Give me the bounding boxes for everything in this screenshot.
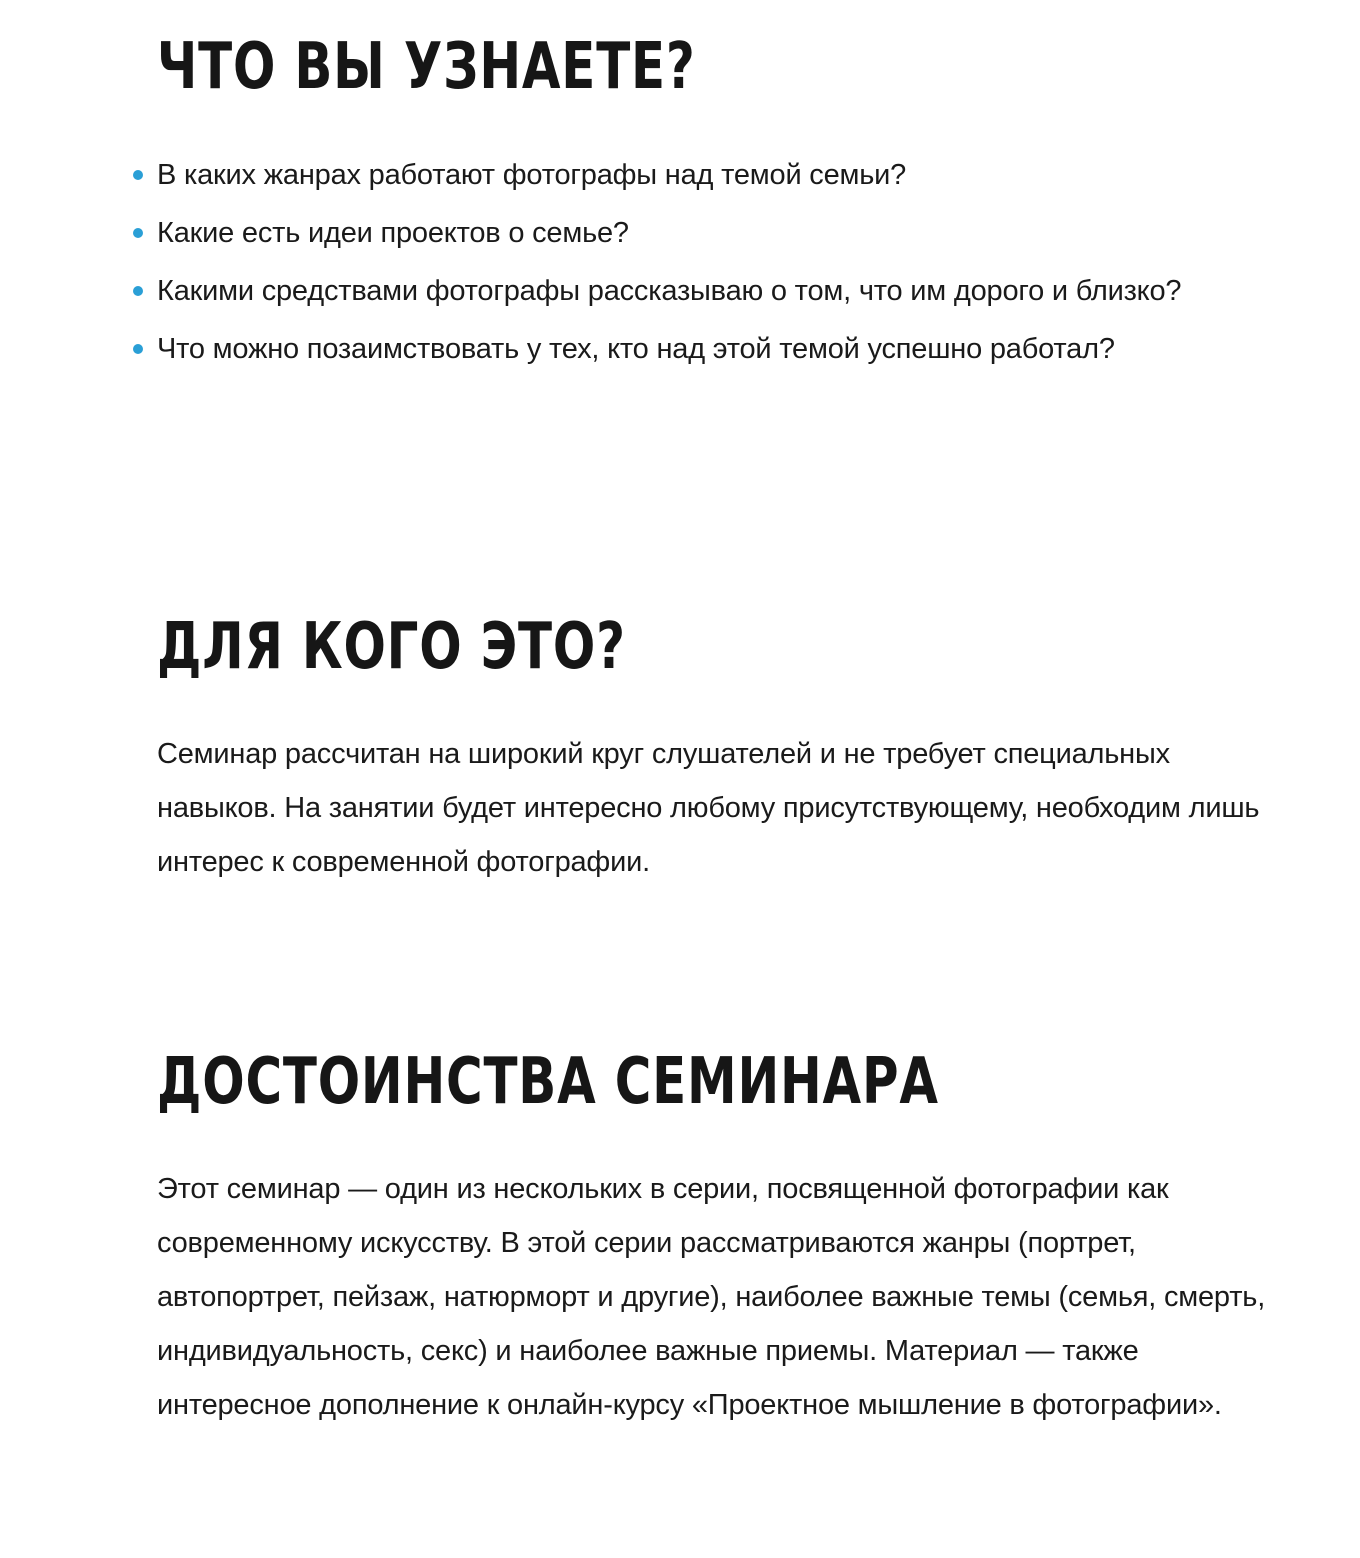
list-item [157,146,1330,204]
paragraph-line: современному искусству. В этой серии рассматриваются жанры (портрет, [157,1227,1136,1259]
paragraph-line: индивидуальность, секс) и наиболее важные приемы. Материал — также [157,1335,1139,1367]
bullet-dot-icon [133,228,143,238]
bullet-dot-icon [133,344,143,354]
paragraph-line: Семинар рассчитан на широкий круг слушателей и не требует специальных [157,738,1170,770]
bullet-dot-icon [133,286,143,296]
audience-paragraph [157,727,1330,889]
learn-heading: ЧТО ВЫ УЗНАЕТЕ? [157,30,696,104]
audience-heading: ДЛЯ КОГО ЭТО? [157,610,626,684]
audience-section [157,610,1330,889]
paragraph-line: Этот семинар — один из нескольких в серии, посвященной фотографии как [157,1173,1169,1205]
list-item [157,262,1330,320]
list-item-text: Какие есть идеи проектов о семье? [157,217,629,249]
list-item-text: В каких жанрах работают фотографы над темой семьи? [157,159,907,191]
paragraph-line: интерес к современной фотографии. [157,846,650,878]
list-item [157,204,1330,262]
learn-section [157,30,1330,378]
advantages-paragraph [157,1162,1330,1432]
paragraph-line: интересное дополнение к онлайн-курсу «Проектное мышление в фотографии». [157,1389,1222,1421]
advantages-heading: ДОСТОИНСТВА СЕМИНАРА [157,1045,939,1119]
learn-list [157,146,1330,378]
list-item-text: Что можно позаимствовать у тех, кто над этой темой успешно работал? [157,333,1115,365]
paragraph-line: навыков. На занятии будет интересно любому присутствующему, необходим лишь [157,792,1260,824]
bullet-dot-icon [133,170,143,180]
paragraph-line: автопортрет, пейзаж, натюрморт и другие), наиболее важные темы (семья, смерть, [157,1281,1266,1313]
list-item-text: Какими средствами фотографы рассказываю о том, что им дорого и близко? [157,275,1182,307]
advantages-section [157,1045,1330,1432]
list-item [157,320,1330,378]
